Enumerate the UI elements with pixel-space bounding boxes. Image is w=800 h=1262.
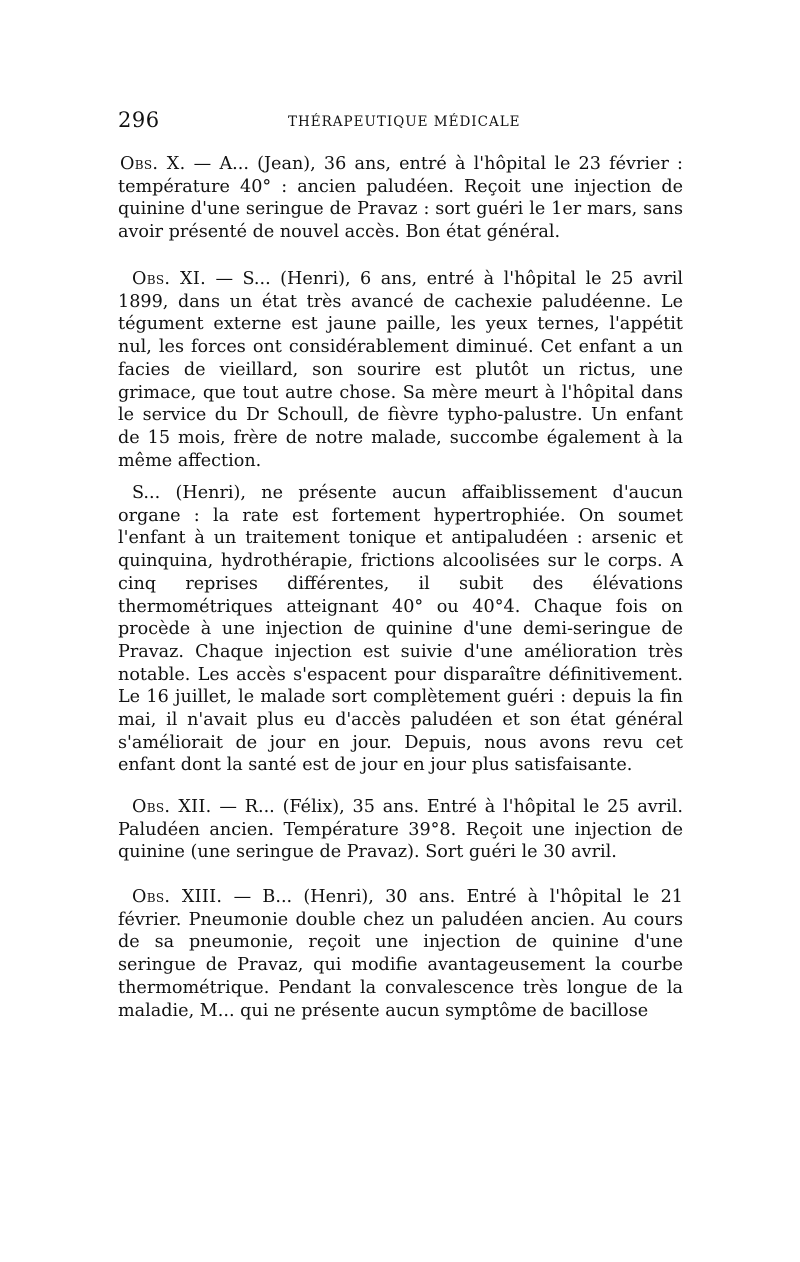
observation-xi — [118, 268, 683, 472]
observation-text: S... (Henri), ne présente aucun affaiblissement d'aucun organe : la rate est fortement hypertrophiée. On soumet l'enfant à un traitement tonique et antipaludéen : arsenic et quinquina, hydrothérapie, frictions alcoolisées sur le corps. A cinq reprises différentes, il subit des élévations thermométriques atteignant 40° ou 40°4. Chaque fois on procède à une injection de quinine d'une demi-seringue de Pravaz. Chaque injection est suivie d'une amélioration très notable. Les accès s'espacent pour disparaître définitivement. Le 16 juillet, le malade sort complètement guéri : depuis la fin mai, il n'avait plus eu d'accès paludéen et son état général s'améliorait de jour en jour. Depuis, nous avons revu cet enfant dont la santé est de jour en jour plus satisfaisante. — [118, 483, 683, 776]
observation-xi-continued — [118, 482, 683, 777]
observation-lead: Obs. X. — [120, 154, 186, 174]
observation-xii — [118, 796, 683, 864]
book-page — [118, 108, 684, 1021]
page-header — [118, 108, 683, 142]
observation-text: — A... (Jean), 36 ans, entré à l'hôpital le 23 février : température 40° : ancien paludéen. Reçoit une injection de quinine d'une seringue de Pravaz : sort guéri le 1er mars, sans avoir présenté de nouvel accès. Bon état général. — [118, 154, 683, 243]
observation-lead: Obs. XIII. — [132, 887, 223, 907]
observation-lead: Obs. XII. — [132, 797, 212, 817]
observation-text: — R... (Félix), 35 ans. Entré à l'hôpital le 25 avril. Paludéen ancien. Température 39°8. Reçoit une injection de quinine (une seringue de Pravaz). Sort guéri le 30 avril. — [118, 797, 684, 863]
running-head: THÉRAPEUTIQUE MÉDICALE — [288, 114, 521, 130]
observation-x — [118, 153, 683, 244]
observation-text: — S... (Henri), 6 ans, entré à l'hôpital le 25 avril 1899, dans un état très avancé de cachexie paludéenne. Le tégument externe est jaune paille, les yeux ternes, l'appétit nul, les forces ont considérablement diminué. Cet enfant a un facies de vieillard, son sourire est plutôt un rictus, une grimace, que tout autre chose. Sa mère meurt à l'hôpital dans le service du Dr Schoull, de fièvre typho-palustre. Un enfant de 15 mois, frère de notre malade, succombe également à la même affection. — [118, 269, 683, 471]
observation-xiii — [118, 886, 683, 1022]
observation-lead: Obs. XI. — [132, 269, 206, 289]
observation-text: — B... (Henri), 30 ans. Entré à l'hôpital le 21 février. Pneumonie double chez un paludéen ancien. Au cours de sa pneumonie, reçoit une injection de quinine d'une seringue de Pravaz, qui modifie avantageusement la courbe thermométrique. Pendant la convalescence très longue de la maladie, M... qui ne présente aucun symptôme de bacillose — [118, 887, 683, 1021]
page-number: 296 — [118, 108, 160, 132]
